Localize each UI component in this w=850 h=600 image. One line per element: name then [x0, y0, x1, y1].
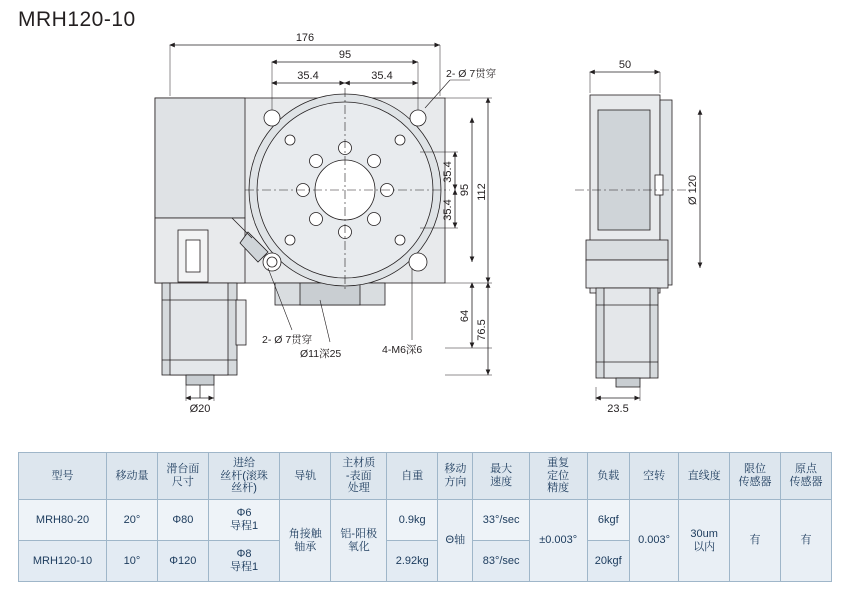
table-header-row — [19, 453, 832, 500]
cell-model-1: MRH80-20 — [19, 500, 107, 541]
cell-table-size-2: Φ120 — [157, 541, 208, 582]
dim-112: 112 — [476, 183, 488, 201]
col-travel: 移动量 — [107, 453, 158, 500]
cell-weight-2: 2.92kg — [387, 541, 438, 582]
callout-counterbore: Ø11深25 — [300, 348, 342, 360]
col-origin-sensor: 原点 传感器 — [780, 453, 831, 500]
cell-table-size-1: Φ80 — [157, 500, 208, 541]
col-weight: 自重 — [387, 453, 438, 500]
table-row — [19, 500, 832, 541]
dim-64: 64 — [459, 309, 471, 323]
col-max-speed: 最大 速度 — [473, 453, 529, 500]
dim-35.4-lower: 35.4 — [442, 199, 454, 221]
col-guide: 导轨 — [280, 453, 331, 500]
cell-travel-1: 20° — [107, 500, 158, 541]
cell-straightness: 30um 以内 — [679, 500, 730, 582]
dim-76.5: 76.5 — [476, 319, 488, 341]
cell-max-speed-1: 33°/sec — [473, 500, 529, 541]
dim-95-right: 95 — [459, 183, 471, 197]
cell-repeat-accuracy: ±0.003° — [529, 500, 587, 582]
cell-load-2: 20kgf — [587, 541, 629, 582]
dim-95-top: 95 — [338, 49, 352, 61]
callout-hole-bottom: 2- Ø 7贯穿 — [262, 334, 313, 346]
callout-thread: 4-M6深6 — [382, 344, 423, 356]
col-backlash: 空转 — [629, 453, 678, 500]
cell-screw-2: Φ8 导程1 — [208, 541, 280, 582]
dim-35.4-right: 35.4 — [371, 70, 393, 82]
col-straightness: 直线度 — [679, 453, 730, 500]
col-material: 主材质 -表面 处理 — [331, 453, 387, 500]
cell-material: 铝-阳极 氧化 — [331, 500, 387, 582]
col-repeat-accuracy: 重复 定位 精度 — [529, 453, 587, 500]
cell-travel-2: 10° — [107, 541, 158, 582]
cell-guide: 角接触 轴承 — [280, 500, 331, 582]
cell-direction: Θ轴 — [438, 500, 473, 582]
col-table-size: 滑台面 尺寸 — [157, 453, 208, 500]
col-model: 型号 — [19, 453, 107, 500]
dim-23.5: 23.5 — [607, 403, 629, 415]
col-direction: 移动 方向 — [438, 453, 473, 500]
cell-model-2: MRH120-10 — [19, 541, 107, 582]
cell-origin-sensor: 有 — [780, 500, 831, 582]
cell-backlash: 0.003° — [629, 500, 678, 582]
cell-load-1: 6kgf — [587, 500, 629, 541]
col-load: 负载 — [587, 453, 629, 500]
dim-35.4-left: 35.4 — [297, 70, 319, 82]
cell-weight-1: 0.9kg — [387, 500, 438, 541]
spec-table — [18, 452, 832, 582]
cell-max-speed-2: 83°/sec — [473, 541, 529, 582]
page-title: MRH120-10 — [18, 8, 136, 31]
dim-shaft-20: Ø20 — [189, 403, 211, 415]
dim-dia-120: Ø 120 — [687, 175, 699, 205]
col-screw: 进给 丝杆(滚珠 丝杆) — [208, 453, 280, 500]
cell-screw-1: Φ6 导程1 — [208, 500, 280, 541]
cell-limit-sensor: 有 — [730, 500, 781, 582]
col-limit-sensor: 限位 传感器 — [730, 453, 781, 500]
callout-hole-top: 2- Ø 7贯穿 — [446, 68, 497, 80]
dim-50: 50 — [618, 59, 632, 71]
dim-176: 176 — [295, 32, 315, 44]
dim-35.4-upper: 35.4 — [442, 161, 454, 183]
